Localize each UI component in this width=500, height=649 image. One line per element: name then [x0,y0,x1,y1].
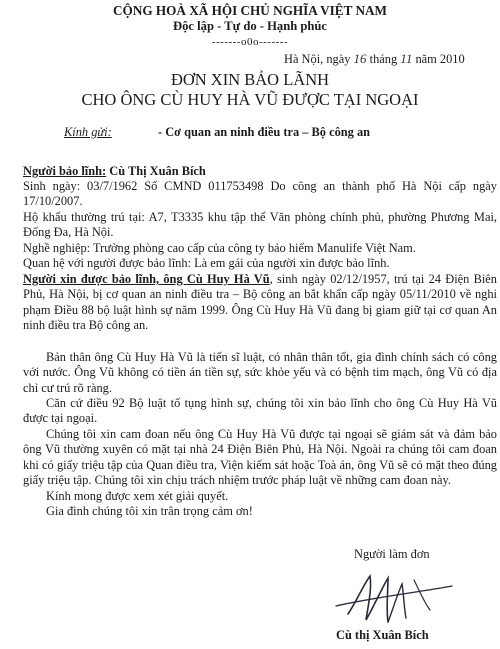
date-prefix: Hà Nội, ngày [284,52,351,66]
motto: Độc lập - Tự do - Hạnh phúc [173,19,327,33]
date-month: 11 [400,51,413,66]
nation-header: CỘNG HOÀ XÃ HỘI CHỦ NGHĨA VIỆT NAM [113,3,387,18]
guarantor-name: Cù Thị Xuân Bích [109,164,206,178]
guarantor-label: Người bảo lĩnh: [23,164,107,178]
document-title: ĐƠN XIN BẢO LÃNH [170,70,330,89]
handwritten-signature [330,562,460,632]
guaranteed-paragraph [23,272,497,334]
guarantor-job: Nghề nghiệp: Trưởng phòng cao cấp của công ty bảo hiểm Manulife Việt Nam. [23,241,416,255]
guarantor-dob: Sinh ngày: 03/7/1962 Số CMND 011753498 Do công an thành phố Hà Nội cấp ngày 17/10/2007. [23,179,497,209]
recipient-value: - Cơ quan an ninh điều tra – Bộ công an [158,125,371,139]
signer-role: Người làm đơn [354,547,430,561]
guaranteed-text: , sinh ngày 02/12/1957, trú tại 24 Điện Biên Phủ, Hà Nội, bị cơ quan an ninh điều tra – Bộ công an bắt khẩn cấp ngày 05/11/2010 về nghi phạm Điều 88 bộ luật hình sự năm 1999. Ông Cù Huy Hà Vũ đang bị giam giữ tại cơ quan An ninh điều tra Bộ công an. [23,272,497,333]
date-line [284,51,465,67]
guarantor-relation: Quan hệ với người được bảo lĩnh: Là em gái của người xin được bảo lĩnh. [23,256,390,270]
document-subtitle: CHO ÔNG CÙ HUY HÀ VŨ ĐƯỢC TẠI NGOẠI [81,90,419,109]
body-paragraph-background: Bản thân ông Cù Huy Hà Vũ là tiến sĩ luật, có nhân thân tốt, gia đình chính sách có công với nước. Ông Vũ không có tiền án tiền sự, sức khỏe yếu và có bệnh tim mạch, ông Vũ có địa chỉ cư trú rõ ràng. [23,350,497,395]
date-year: năm 2010 [415,52,465,66]
guaranteed-label: Người xin được bảo lĩnh, ông Cù Huy Hà Vũ [23,272,270,286]
body-paragraph-thanks: Gia đình chúng tôi xin trân trọng cảm ơn! [46,504,253,518]
date-month-label: tháng [369,52,398,66]
signer-name: Cù thị Xuân Bích [336,628,429,642]
body-paragraph-commitment: Chúng tôi xin cam đoan nếu ông Cù Huy Hà Vũ được tại ngoại sẽ giám sát và đảm bảo ông Vũ thường xuyên có mặt tại nhà 24 Điện Biên Phủ, Hà Nội. Ngoài ra chúng tôi cam đoan khi có giấy triệu tập của Quan điều tra, Viện kiểm sát hoặc Toà án, ông Vũ sẽ có mặt theo đúng giấy triệu tập. Chúng tôi xin chịu trách nhiệm trước pháp luật về những cam đoan này. [23,427,497,488]
date-day: 16 [353,51,367,66]
header-divider: -------o0o------- [211,36,289,48]
body-paragraph-request: Kính mong được xem xét giải quyết. [46,489,229,503]
body-paragraph-legal-basis: Căn cứ điều 92 Bộ luật tố tụng hình sự, chúng tôi xin bảo lĩnh cho ông Cù Huy Hà Vũ được tại ngoại. [23,396,497,426]
guarantor-residence: Hộ khẩu thường trú tại: A7, T3335 khu tập thể Văn phòng chính phủ, phường Phương Mai, Đống Đa, Hà Nội. [23,210,497,240]
guarantor-line [23,164,206,179]
recipient-label: Kính gửi: [64,125,112,139]
